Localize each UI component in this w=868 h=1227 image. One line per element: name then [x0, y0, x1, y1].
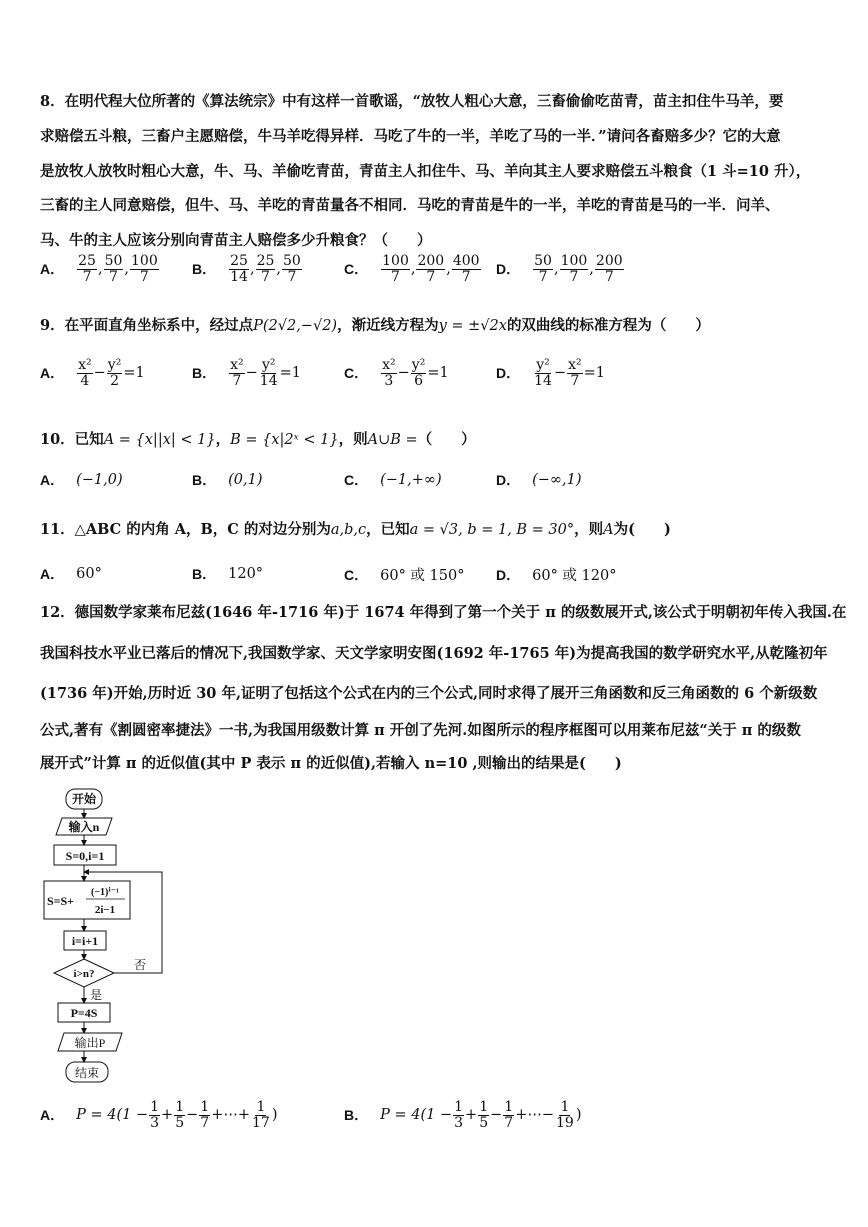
option-fraction: [452, 254, 481, 284]
fraction-denominator: 7: [139, 268, 149, 285]
q10-set-b: B = {x|2ˣ < 1}: [230, 432, 339, 448]
fraction-numerator: 25: [256, 253, 275, 269]
option-fraction: [555, 1100, 575, 1130]
option-fraction: [533, 254, 553, 284]
comma: ,: [553, 261, 559, 278]
flow-update-denominator: 2i−1: [94, 904, 116, 916]
fraction-numerator: 50: [104, 253, 123, 269]
fraction-numerator: 400: [452, 253, 480, 269]
q11-target: A: [603, 522, 614, 538]
minus-sign: −: [553, 365, 567, 382]
flow-start-label: 开始: [71, 792, 97, 806]
fraction-denominator: 2: [110, 372, 120, 389]
fraction-numerator: 1: [560, 1099, 570, 1115]
q8-option-d: [496, 254, 625, 284]
q9-point: P(2√2,−√2): [253, 318, 338, 334]
option-rhs: =1: [279, 365, 301, 382]
flow-init-label: S=0,i=1: [65, 849, 105, 863]
option-label: C．: [344, 472, 369, 488]
fraction-numerator: x²: [78, 357, 92, 373]
option-value: 60°: [76, 566, 102, 582]
option-fraction: [503, 1100, 514, 1130]
fraction-numerator: 1: [504, 1099, 514, 1115]
option-rhs: =1: [427, 365, 449, 382]
q10-option-a: [40, 470, 123, 490]
comma: ,: [276, 261, 281, 278]
fraction-denominator: 17: [252, 1114, 270, 1131]
q9-stem: [40, 314, 710, 335]
q11-option-d: [496, 564, 616, 585]
q12-line-3: (1736 年)开始,历时近 30 年,证明了包括这个公式在内的三个公式,同时求得了展开三角函数和反三角函数的 6 个新级数: [40, 685, 818, 702]
fraction-denominator: 7: [200, 1114, 210, 1131]
comma: ,: [589, 261, 594, 278]
fraction-denominator: 5: [479, 1114, 489, 1131]
option-fraction: [595, 254, 624, 284]
fraction-denominator: 7: [426, 268, 436, 285]
fraction-numerator: 25: [230, 253, 248, 269]
fraction-denominator: 7: [391, 268, 400, 285]
fraction-numerator: y²: [536, 357, 550, 373]
comma: ,: [124, 261, 129, 278]
option-value: 120°: [228, 566, 264, 582]
q11-option-c: [344, 564, 464, 585]
option-label: B．: [192, 566, 217, 582]
operator: +⋯+: [211, 1107, 251, 1124]
fraction-numerator: 50: [283, 253, 301, 269]
q8-option-c: [344, 254, 482, 284]
q9-stem-a: 9．在平面直角坐标系中，经过点: [40, 317, 254, 334]
option-label: D．: [496, 566, 521, 583]
fraction-numerator: 100: [382, 253, 409, 269]
fraction-numerator: 1: [479, 1099, 489, 1115]
fraction-denominator: 7: [569, 268, 579, 285]
option-label: D．: [496, 472, 521, 488]
q11-stem: [40, 518, 671, 539]
flow-update-numerator: (−1)ⁱ⁻¹: [90, 887, 120, 898]
option-label: A．: [40, 1107, 65, 1124]
q9-option-b: [192, 358, 301, 388]
q12-line-5: 展开式”计算 π 的近似值(其中 P 表示 π 的近似值),若输入 n=10 ,则输出的结果是( ): [40, 755, 622, 772]
fraction-denominator: 7: [570, 372, 580, 389]
q10-sep: ，: [215, 431, 231, 448]
option-value: (−1,+∞): [380, 472, 442, 488]
fraction-denominator: 7: [604, 268, 614, 285]
q11-stem-c: ，则: [574, 521, 604, 538]
flow-condition-label: i>n?: [73, 968, 95, 980]
option-value: (−1,0): [76, 472, 123, 488]
fraction-numerator: y²: [107, 357, 122, 373]
fraction-denominator: 5: [175, 1114, 185, 1131]
fraction-denominator: 7: [109, 268, 118, 285]
q10-stem-b: ，则: [338, 431, 368, 448]
fraction-denominator: 7: [504, 1114, 514, 1131]
q11-option-a: [40, 564, 102, 584]
fraction-numerator: x²: [568, 357, 582, 373]
option-label: A．: [40, 365, 65, 382]
option-fraction: [149, 1100, 160, 1130]
fraction-numerator: 100: [131, 253, 158, 269]
q10-stem: [40, 428, 476, 449]
q10-option-b: [192, 470, 263, 490]
option-rhs: =1: [123, 365, 145, 382]
fraction-denominator: 6: [414, 372, 424, 389]
option-label: D．: [496, 365, 521, 382]
fraction-denominator: 19: [556, 1114, 574, 1131]
operator: −: [186, 1107, 199, 1124]
fraction-numerator: 25: [78, 253, 96, 269]
option-value: (0,1): [228, 472, 263, 488]
option-label: B．: [192, 261, 217, 278]
option-label: A．: [40, 261, 65, 278]
operator: +: [161, 1107, 174, 1124]
option-label: C．: [344, 365, 369, 382]
q10-option-c: [344, 470, 442, 490]
q10-option-d: [496, 470, 582, 490]
fraction-numerator: 200: [417, 253, 445, 269]
comma: ,: [249, 261, 255, 278]
q10-stem-a: 10．已知: [40, 431, 104, 448]
fraction-numerator: y²: [411, 357, 426, 373]
fraction-denominator: 7: [82, 268, 92, 285]
minus-sign: −: [93, 365, 106, 382]
comma: ,: [410, 261, 416, 278]
option-fraction: [567, 358, 583, 388]
fraction-denominator: 3: [150, 1114, 160, 1131]
option-fraction: [104, 254, 124, 284]
option-fraction: [453, 1100, 464, 1130]
option-label: A．: [40, 472, 65, 488]
option-fraction: [229, 358, 245, 388]
fraction-denominator: 3: [384, 372, 394, 389]
flow-yes-label: 是: [90, 988, 103, 1002]
q9-option-d: [496, 358, 605, 388]
q12-line-4: 公式,著有《割圆密率捷法》一书,为我国用级数计算 π 开创了先河.如图所示的程序框图可以用莱布尼兹“关于 π 的级数: [40, 722, 801, 739]
option-lhs: P = 4(1 −: [380, 1107, 453, 1124]
q8-line-5: 马、牛的主人应该分别向青苗主人赔偿多少升粮食？（ ）: [40, 232, 432, 249]
option-rhs: =1: [583, 365, 605, 382]
fraction-denominator: 14: [259, 372, 278, 389]
operator: +⋯−: [515, 1107, 555, 1124]
fraction-denominator: 4: [80, 372, 90, 389]
option-fraction: [77, 358, 93, 388]
fraction-numerator: y²: [261, 357, 276, 373]
q10-stem-c: （ ）: [417, 431, 476, 448]
option-fraction: [256, 254, 276, 284]
option-fraction: [560, 254, 589, 284]
q8-line-1: 8．在明代程大位所著的《算法统宗》中有这样一首歌谣，“放牧人粗心大意，三畜偷偷吃苗青，苗主扣住牛马羊，要: [40, 93, 784, 110]
q10-expr: A∪B =: [367, 432, 418, 448]
fraction-numerator: x²: [382, 357, 396, 373]
option-fraction: [416, 254, 445, 284]
option-fraction: [381, 254, 410, 284]
option-fraction: [107, 358, 123, 388]
comma: ,: [97, 261, 103, 278]
q8-line-2: 求赔偿五斗粮，三畜户主愿赔偿，牛马羊吃得异样．马吃了牛的一半，羊吃了马的一半．”请问各畜赔多少？它的大意: [40, 128, 781, 145]
option-value: 60° 或 120°: [532, 568, 617, 584]
fraction-denominator: 3: [454, 1114, 464, 1131]
q9-stem-b: ，渐近线方程为: [337, 317, 439, 334]
q11-stem-b: ，已知: [366, 521, 410, 538]
option-fraction: [77, 254, 97, 284]
option-label: B．: [192, 365, 217, 382]
option-fraction: [174, 1100, 185, 1130]
option-label: B．: [344, 1107, 369, 1124]
q9-stem-c: 的双曲线的标准方程为（ ）: [506, 317, 710, 334]
option-label: D．: [496, 261, 521, 278]
option-value: 60° 或 150°: [380, 568, 465, 584]
comma: ,: [446, 261, 451, 278]
option-fraction: [533, 358, 553, 388]
flow-input-label: 输入n: [68, 820, 100, 834]
q8-line-4: 三畜的主人同意赔偿，但牛、马、羊吃的青苗量各不相同．马吃的青苗是牛的一半，羊吃的青苗是马的一半．问羊、: [40, 197, 780, 214]
option-fraction: [478, 1100, 489, 1130]
fraction-denominator: 7: [461, 268, 471, 285]
fraction-denominator: 14: [230, 268, 248, 285]
q9-option-a: [40, 358, 145, 388]
option-fraction: [259, 358, 279, 388]
fraction-numerator: 1: [175, 1099, 185, 1115]
minus-sign: −: [245, 365, 258, 382]
q9-asymptote: y = ±√2x: [438, 318, 507, 334]
fraction-denominator: 14: [534, 372, 552, 389]
option-label: B．: [192, 472, 217, 488]
fraction-denominator: 7: [232, 372, 242, 389]
q11-stem-d: 为( ): [613, 521, 671, 538]
flow-end-label: 结束: [74, 1066, 100, 1080]
q8-option-b: [192, 254, 303, 284]
fraction-numerator: x²: [230, 357, 244, 373]
option-fraction: [199, 1100, 210, 1130]
q12-option-a: [40, 1100, 278, 1130]
q12-line-1: 12．德国数学家莱布尼兹(1646 年-1716 年)于 1674 年得到了第一个关于 π 的级数展开式,该公式于明朝初年传入我国.在: [40, 604, 847, 621]
fraction-numerator: 1: [150, 1099, 160, 1115]
fraction-numerator: 1: [200, 1099, 210, 1115]
fraction-denominator: 7: [538, 268, 548, 285]
q8-line-3: 是放牧人放牧时粗心大意，牛、马、羊偷吃青苗，青苗主人扣住牛、马、羊向其主人要求赔偿五斗粮食（1 斗=10 升），: [40, 163, 811, 180]
close-paren: ): [271, 1107, 278, 1124]
operator: −: [490, 1107, 503, 1124]
fraction-numerator: 200: [595, 253, 623, 269]
fraction-denominator: 7: [287, 268, 297, 285]
option-fraction: [381, 358, 397, 388]
fraction-numerator: 1: [256, 1099, 266, 1115]
flow-increment-label: i=i+1: [71, 934, 99, 948]
option-label: C．: [344, 261, 369, 278]
fraction-numerator: 50: [534, 253, 552, 269]
q11-given: a = √3, b = 1, B = 30°: [409, 522, 575, 538]
q10-set-a: A = {x||x| < 1}: [103, 432, 216, 448]
program-flowchart: [30, 785, 210, 1090]
flow-no-label: 否: [134, 958, 147, 972]
q12-line-2: 我国科技水平业已落后的情况下,我国数学家、天文学家明安图(1692 年-1765 年)为提高我国的数学研究水平,从乾隆初年: [40, 645, 828, 662]
option-fraction: [229, 254, 249, 284]
option-fraction: [282, 254, 302, 284]
minus-sign: −: [397, 365, 410, 382]
q8-option-a: [40, 254, 160, 284]
q9-option-c: [344, 358, 449, 388]
q11-sides: a,b,c: [330, 522, 367, 538]
flow-output-label: 输出P: [74, 1036, 106, 1050]
flow-update-lhs: S=S+: [47, 894, 75, 908]
flow-assign-label: P=4S: [70, 1006, 98, 1020]
fraction-numerator: 1: [454, 1099, 464, 1115]
option-lhs: P = 4(1 −: [76, 1107, 149, 1124]
option-value: (−∞,1): [532, 472, 582, 488]
q11-stem-a: 11．△ABC 的内角 A，B，C 的对边分别为: [40, 521, 331, 538]
fraction-denominator: 7: [261, 268, 270, 285]
option-label: A．: [40, 566, 65, 582]
option-fraction: [411, 358, 427, 388]
close-paren: ): [575, 1107, 582, 1124]
option-label: C．: [344, 566, 369, 583]
fraction-numerator: 100: [560, 253, 588, 269]
q11-option-b: [192, 564, 263, 584]
q12-option-b: [344, 1100, 582, 1130]
option-fraction: [130, 254, 159, 284]
option-fraction: [251, 1100, 271, 1130]
operator: +: [465, 1107, 478, 1124]
